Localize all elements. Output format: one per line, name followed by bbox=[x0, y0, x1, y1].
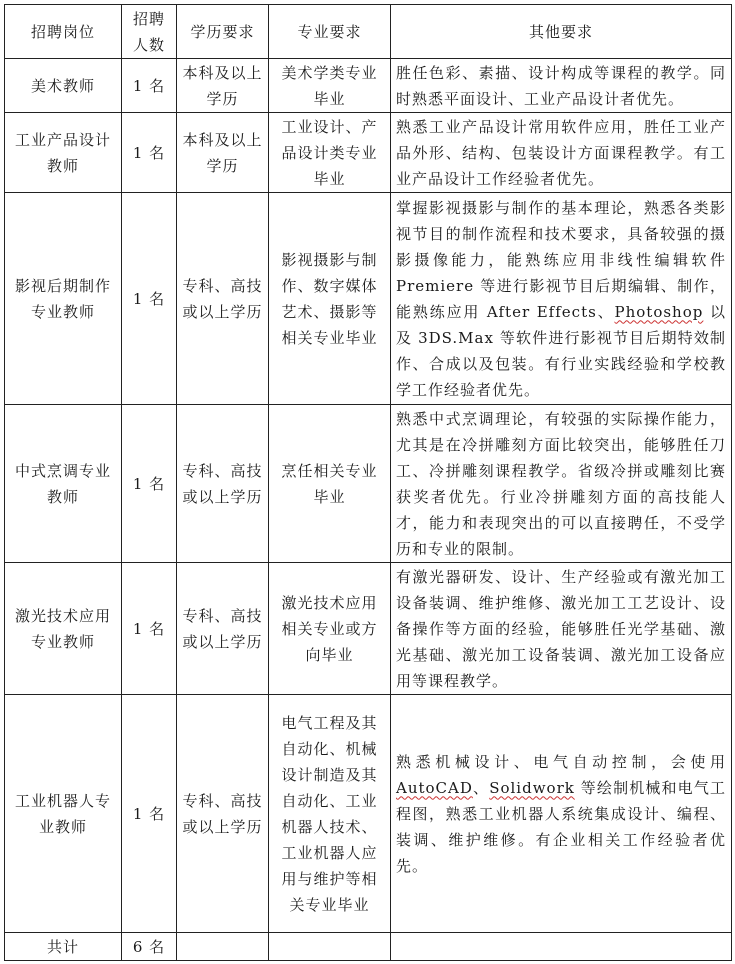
cell-count: 1 名 bbox=[122, 113, 177, 193]
other-text-mid: 、 bbox=[472, 778, 490, 797]
cell-other: 熟悉中式烹调理论，有较强的实际操作能力，尤其是在冷拼雕刻方面比较突出，能够胜任刀工、冷拼雕刻课程教学。省级冷拼或雕刻比赛获奖者优先。行业冷拼雕刻方面的高技能人才，能力和表现突出的可以直接聘任，不受学历和专业的限制。 bbox=[391, 405, 732, 563]
empty-cell bbox=[177, 933, 269, 961]
empty-cell bbox=[269, 933, 391, 961]
cell-count: 1 名 bbox=[122, 193, 177, 405]
cell-other: 熟悉工业产品设计常用软件应用，胜任工业产品外形、结构、包装设计方面课程教学。有工业产品设计工作经验者优先。 bbox=[391, 113, 732, 193]
cell-major: 烹任相关专业毕业 bbox=[269, 405, 391, 563]
cell-count: 1 名 bbox=[122, 695, 177, 933]
table-row bbox=[5, 113, 732, 193]
spellcheck-word: AutoCAD bbox=[396, 778, 473, 797]
cell-count: 1 名 bbox=[122, 59, 177, 113]
cell-other: 有激光器研发、设计、生产经验或有激光加工设备装调、维护维修、激光加工工艺设计、设备操作等方面的经验，能够胜任光学基础、激光基础、激光加工设备装调、激光加工设备应用等课程教学。 bbox=[391, 563, 732, 695]
cell-position: 美术教师 bbox=[5, 59, 122, 113]
cell-education: 本科及以上学历 bbox=[177, 59, 269, 113]
other-text-b: 以及 3DS.Max 等软件进行影视节目后期特效制作、合成以及包装。有行业实践经验和学校教学工作经验者优先。 bbox=[396, 302, 726, 399]
total-count: 6 名 bbox=[122, 933, 177, 961]
cell-position: 激光技术应用专业教师 bbox=[5, 563, 122, 695]
cell-education: 专科、高技或以上学历 bbox=[177, 563, 269, 695]
table-row bbox=[5, 695, 732, 933]
cell-education: 专科、高技或以上学历 bbox=[177, 405, 269, 563]
cell-position: 中式烹调专业教师 bbox=[5, 405, 122, 563]
cell-count: 1 名 bbox=[122, 563, 177, 695]
header-other: 其他要求 bbox=[391, 5, 732, 59]
cell-major: 影视摄影与制作、数字媒体艺术、摄影等相关专业毕业 bbox=[269, 193, 391, 405]
cell-education: 本科及以上学历 bbox=[177, 113, 269, 193]
header-education: 学历要求 bbox=[177, 5, 269, 59]
cell-major: 激光技术应用相关专业或方向毕业 bbox=[269, 563, 391, 695]
cell-count: 1 名 bbox=[122, 405, 177, 563]
other-text-b: 等绘制机械和电气工程图，熟悉工业机器人系统集成设计、编程、装调、维护维修。有企业相关工作经验者优先。 bbox=[396, 778, 726, 875]
other-text-a: 掌握影视摄影与制作的基本理论，熟悉各类影视节目的制作流程和技术要求，具备较强的摄影摄像能力，能熟练应用非线性编辑软件 Premiere 等进行影视节目后期编辑、制作，能熟练应用 After Effects、 bbox=[396, 198, 726, 321]
table-row bbox=[5, 59, 732, 113]
header-major: 专业要求 bbox=[269, 5, 391, 59]
total-row bbox=[5, 933, 732, 961]
cell-major: 电气工程及其自动化、机械设计制造及其自动化、工业机器人技术、工业机器人应用与维护等相关专业毕业 bbox=[269, 695, 391, 933]
spellcheck-word: Photoshop bbox=[614, 302, 704, 321]
cell-other: 胜任色彩、素描、设计构成等课程的教学。同时熟悉平面设计、工业产品设计者优先。 bbox=[391, 59, 732, 113]
table-row bbox=[5, 563, 732, 695]
empty-cell bbox=[391, 933, 732, 961]
table-row bbox=[5, 193, 732, 405]
cell-position: 工业机器人专业教师 bbox=[5, 695, 122, 933]
spellcheck-word: Solidwork bbox=[489, 778, 575, 797]
total-label: 共计 bbox=[5, 933, 122, 961]
other-text-a: 熟悉机械设计、电气自动控制，会使用 bbox=[396, 752, 726, 771]
recruitment-table bbox=[4, 4, 732, 961]
cell-major: 工业设计、产品设计类专业毕业 bbox=[269, 113, 391, 193]
header-count: 招聘人数 bbox=[122, 5, 177, 59]
cell-education: 专科、高技或以上学历 bbox=[177, 695, 269, 933]
header-row bbox=[5, 5, 732, 59]
cell-education: 专科、高技或以上学历 bbox=[177, 193, 269, 405]
cell-major: 美术学类专业毕业 bbox=[269, 59, 391, 113]
cell-position: 工业产品设计教师 bbox=[5, 113, 122, 193]
cell-position: 影视后期制作专业教师 bbox=[5, 193, 122, 405]
table-row bbox=[5, 405, 732, 563]
header-position: 招聘岗位 bbox=[5, 5, 122, 59]
cell-other bbox=[391, 193, 732, 405]
cell-other bbox=[391, 695, 732, 933]
